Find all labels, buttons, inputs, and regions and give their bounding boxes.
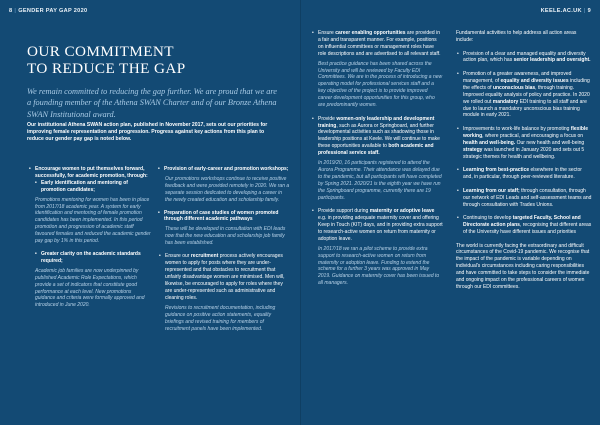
bullet-bold: academic promotion	[75, 172, 125, 179]
bullet-bold: career enabling opportunities	[335, 30, 406, 36]
bullet-text: , such as Aurora or Springboard, and further developmental activities such as shadowing those in leadership positions at Keele. We will continue to make these opportunities available to	[318, 122, 440, 150]
bullet-text: Provide	[318, 115, 335, 122]
bullet-bold: women-only leadership and development training	[318, 115, 435, 129]
bullet-note: Revisions to recruitment documentation, including guidance on positive action statements, equality briefings and revised training for members of recruitment panels have been implemented.	[165, 305, 276, 333]
intro-paragraph: Our institutional Athena SWAN action plan, published in November 2017, sets out our priorities for improving female representation and progression. Progress against key actions from this plan to reduce our gender pay gap is noted below.	[27, 122, 268, 142]
bullet-note: In 2017/18 we ran a pilot scheme to provide extra support to research-active women on return from maternity or adoption leave. Funding to extend the scheme for a further 3 years was approved in May 2019. Guidance on maternity cover has been issued to all managers.	[318, 245, 440, 287]
bullet-bold: health and well-being.	[463, 139, 516, 146]
bullet-text: , recognising that different areas of the University have different issues and priorities	[463, 222, 592, 235]
document-title: GENDER PAY GAP 2020	[18, 8, 88, 14]
bullet-text: was launched in January 2020 and sets out 5 strategic themes for health and wellbeing.	[463, 146, 585, 160]
page-title-line-1: OUR COMMITMENT	[27, 43, 174, 60]
bullet-text: including the effects of	[463, 77, 590, 91]
page-number: 9	[587, 8, 591, 14]
bullet-bold: recruitment	[190, 253, 219, 260]
bullet-bold: unconscious bias	[492, 84, 536, 91]
bullet-text: elsewhere in the sector and, in particular, through peer-reviewed literature.	[463, 167, 582, 181]
bullet-work-life-balance	[456, 126, 593, 161]
bullet-awareness	[456, 71, 593, 119]
sub-bullet-text: Greater clarity on the academic standards required;	[41, 250, 141, 264]
bullet-best-practice	[456, 167, 593, 181]
sub-bullet-note: Promotions mentoring for women has been in place from 2017/18 academic year. A system for early identification and mentoring of female promotion candidates has been implemented. In this period promotion and progression of academic staff favoured females and reduced the academic gender pay gap by 1% in this period.	[35, 196, 151, 245]
bullet-bold: strategy	[463, 146, 483, 153]
bullet-text: Provision of a clear and managed equality and diversity action plan, which has	[463, 50, 586, 64]
bullet-text: Encourage women to put themselves forward, successfully, for	[35, 166, 145, 179]
bullet-text: e.g. in providing adequate maternity cover and offering Keep in Touch (KIT) days, and in providing extra support to research-active women on return from maternity or adoption leave.	[318, 215, 443, 242]
bullet-text: are provided in a fair and transparent manner. For example, positions on influential committees or management roles have role descriptions and are advertised to all relevant staff.	[318, 30, 441, 57]
lead-paragraph: We remain committed to reducing the gap further. We are proud that we are a founding member of the Athena SWAN Charter and of our Bronze Athena SWAN Institutional award.	[27, 87, 277, 119]
bullet-bold: both academic and professional service staff.	[318, 143, 434, 157]
sub-bullet-note: Our promotions workshops continue to receive positive feedback and were provided remotely in 2020. We ran a separate session dedicated to developing a career in the newly created education and scholarship family.	[165, 175, 290, 203]
bullet-text: EDI training to all staff and are due to launch a mandatory unconscious bias training module in early 2021.	[463, 98, 587, 119]
bullet-bold: Learning from best-practice	[463, 167, 530, 174]
bullet-text: , where practical, and encouraging a focus on	[482, 132, 584, 139]
bullet-text: Ensure our	[165, 253, 190, 260]
bullet-leadership-training	[311, 116, 443, 202]
header-separator: |	[14, 8, 17, 14]
page-title-line-2: TO REDUCE THE GAP	[27, 59, 186, 77]
bullet-bold: equality and diversity issues	[500, 77, 569, 84]
actions-intro: Fundamental activities to help address all action areas include:	[456, 30, 577, 43]
bullet-note: In 2019/20, 16 participants registered to attend the Aurora Programme. Their attendance was delayed due to the pandemic, but all participants will have completed by Spring 2021. 2020/21 is the eighth year we have run the Springboard programme, currently there are 19 participants.	[318, 160, 442, 201]
page-header-left	[9, 8, 87, 14]
bullet-note: Best practice guidance has been shared across the University and will be reviewed by Faculty EDI Committees. We are in the process of introducing a new operating model for professional services staff and a key objective of the project is to provide improved career development opportunities for this group, who are predominantly women.	[318, 60, 443, 109]
bullet-text: Provide support during	[318, 208, 369, 215]
closing-paragraph: The world is currently facing the extraordinary and difficult circumstances of the Covid-19 pandemic. We recognise that the impact of the pandemic is variable depending on individual's circumstances including caring responsibilities and have committed to take steps to consider the immediate and ongoing impact on the professional careers of women through our EDI committees.	[456, 242, 590, 290]
page-header-right	[541, 8, 591, 14]
bullet-text: Improvements to work-life balance by promoting	[463, 126, 570, 133]
bullet-text: , through training. Improved equality analysis of policy and practice. In 2020 we rolled out	[463, 84, 590, 105]
bullet-text: Continuing to develop	[463, 215, 512, 222]
website-url: KEELE.AC.UK	[540, 8, 582, 14]
sub-bullet-note: Academic job families are now underpinned by published Academic Role Expectations, which provide a set of indicators that constitute good performance at each level. New promotions guidance and criteria were formally approved and introduced in June 2020.	[35, 267, 145, 309]
bullet-bold: flexible working	[463, 126, 589, 139]
bullet-action-plan	[456, 51, 593, 65]
column-d	[456, 30, 593, 291]
bullet-recruitment	[158, 253, 290, 333]
bullet-text: Our new health and well-being	[516, 139, 585, 146]
right-page	[300, 0, 600, 425]
sub-bullet-workshops: • Provision of early-career and promotion workshops;	[158, 166, 290, 173]
bullet-maternity-support	[311, 208, 443, 287]
bullet-bold: mandatory	[492, 98, 519, 105]
bullet-academic-promotion	[28, 166, 153, 309]
sub-bullet-academic-standards	[35, 251, 153, 265]
bullet-action-plans	[456, 215, 593, 236]
header-separator: |	[583, 8, 586, 14]
bullet-text: Ensure	[318, 30, 334, 36]
column-c	[311, 30, 443, 287]
sub-bullet-case-studies: • Preparation of case studies of women promoted through different academic pathways	[158, 210, 290, 224]
sub-bullet-note: These will be developed in consultation with EDI leads now that the new education and scholarship job family has been established.	[165, 226, 286, 247]
bullet-learning-from-staff	[456, 188, 593, 209]
bullet-tail: , through:	[124, 172, 148, 179]
column-a	[28, 166, 153, 316]
bullet-text: through consultation, through our network of EDI Leads and self-assessment teams and through consultation with Trades Unions.	[463, 187, 592, 208]
page-number: 8	[9, 8, 13, 14]
bullet-bold: Learning from our staff;	[463, 187, 520, 194]
sub-bullet-text: Early identification and mentoring of promotion candidates;	[41, 179, 128, 193]
bullet-career-opportunities	[311, 30, 443, 109]
column-b	[158, 166, 290, 333]
page-title	[27, 44, 267, 77]
bullet-bold: senior leadership and oversight.	[513, 57, 591, 64]
bullet-text: Promotion of a greater awareness, and improved management, of	[463, 71, 572, 84]
bullet-bold: maternity or adoptive leave	[369, 208, 435, 215]
bullet-text: process actively encourages women to apply for posts where they are under-represented and that obstacles to recruitment that unfairly disadvantage women are minimised. Men will, likewise, be encouraged to apply for roles where they are under-represented such as administrative and cleaning roles.	[165, 253, 285, 301]
sub-bullet-early-identification	[35, 180, 153, 194]
bullet-bold: targeted Faculty, School and Directorate action plans	[463, 215, 581, 229]
